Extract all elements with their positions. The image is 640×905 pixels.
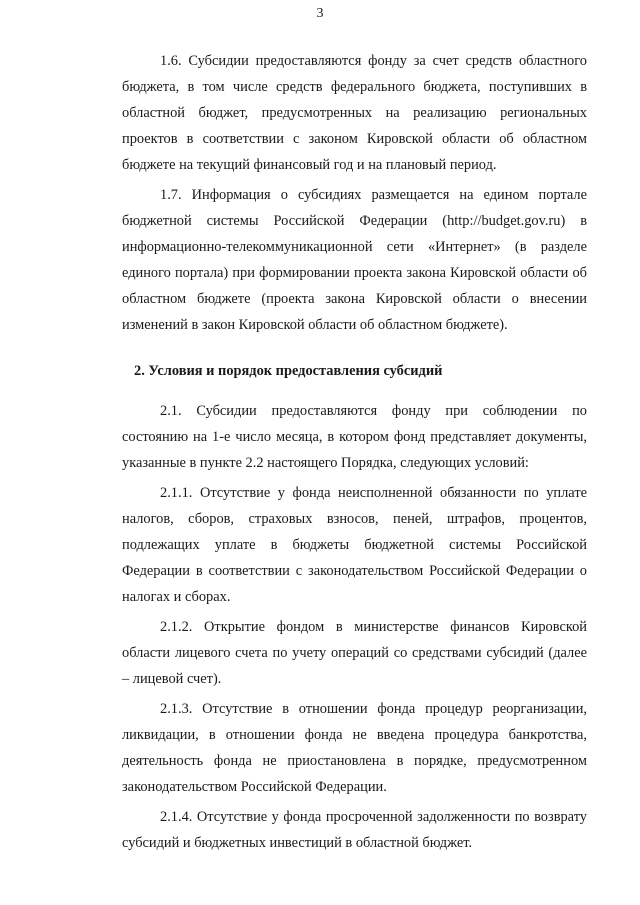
page-number: 3 [316,6,324,21]
paragraph-2-1-2: 2.1.2. Открытие фондом в министерстве финансов Кировской области лицевого счета по учету операций со средствами субсидий (далее – лицевой счет). [122,619,587,687]
section-heading: 2. Условия и порядок предоставления субсидий [134,363,443,379]
paragraph-2-1-3: 2.1.3. Отсутствие в отношении фонда процедур реорганизации, ликвидации, в отношении фонда не введена процедура банкротства, деятельность фонда не приостановлена в порядке, предусмотренном законодательством Российской Федерации. [122,701,587,795]
paragraph-1-7: 1.7. Информация о субсидиях размещается на едином портале бюджетной системы Российской Федерации (http://budget.gov.ru) в информационно-телекоммуникационной сети «Интернет» (в разделе единого портала) при формировании проекта закона Кировской области об областном бюджете (проекта закона Кировской области о внесении изменений в закон Кировской области об областном бюджете). [122,187,587,333]
paragraph-2-1-4: 2.1.4. Отсутствие у фонда просроченной задолженности по возврату субсидий и бюджетных инвестиций в областной бюджет. [122,809,587,851]
paragraph-1-6: 1.6. Субсидии предоставляются фонду за счет средств областного бюджета, в том числе средств федерального бюджета, поступивших в областной бюджет, предусмотренных на реализацию региональных проектов в соответствии с законом Кировской области об областном бюджете на текущий финансовый год и на плановый период. [122,53,587,173]
paragraph-2-1: 2.1. Субсидии предоставляются фонду при соблюдении по состоянию на 1-е число месяца, в котором фонд представляет документы, указанные в пункте 2.2 настоящего Порядка, следующих условий: [122,403,587,471]
paragraph-2-1-1: 2.1.1. Отсутствие у фонда неисполненной обязанности по уплате налогов, сборов, страховых взносов, пеней, штрафов, процентов, подлежащих уплате в бюджеты бюджетной системы Российской Федерации в соответствии с законодательством Российской Федерации о налогах и сборах. [122,485,587,605]
document-body [122,48,587,860]
